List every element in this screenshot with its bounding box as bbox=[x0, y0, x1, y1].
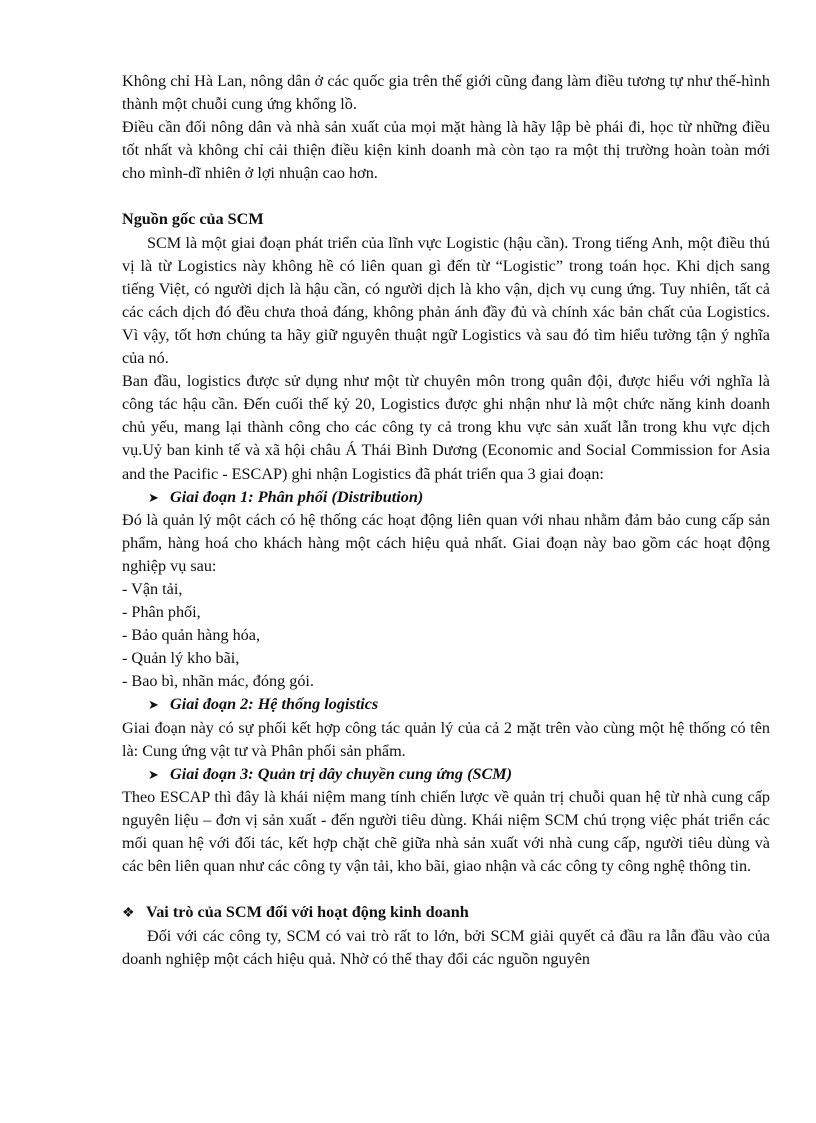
role-heading-text: Vai trò của SCM đối với hoạt động kinh doanh bbox=[146, 903, 469, 922]
stage-2-description: Giai đoạn này có sự phối kết hợp công tác quản lý của cả 2 mặt trên vào cùng một hệ thống có tên là: Cung ứng vật tư và Phân phối sản phẩm. bbox=[122, 718, 770, 760]
origin-paragraph-2: Ban đầu, logistics được sử dụng như một từ chuyên môn trong quân đội, được hiểu với nghĩa là công tác hậu cần. Đến cuối thế kỷ 20, Logistics được ghi nhận như là một chức năng kinh doanh chủ yếu, mang lại thành công cho các công ty cả trong khu vực sản xuất lẫn trong khu vực dịch vụ.Uỷ ban kinh tế và xã hội châu Á Thái Bình Dương (Economic and Social Commission for Asia and the Pacific - ESCAP) ghi nhận Logistics đã phát triển qua 3 giai đoạn: bbox=[122, 372, 770, 483]
document-page bbox=[122, 70, 770, 971]
list-item: - Bao bì, nhãn mác, đóng gói. bbox=[122, 672, 314, 691]
stage-1-description: Đó là quản lý một cách có hệ thống các hoạt động liên quan với nhau nhằm đảm bảo cung cấp sản phẩm, hàng hoá cho khách hàng một cách hiệu quả nhất. Giai đoạn này bao gồm các hoạt động nghiệp vụ sau: bbox=[122, 510, 770, 575]
intro-paragraph-2: Điều cần đối nông dân và nhà sản xuất của mọi mặt hàng là hãy lập bè phái đi, học từ những điều tốt nhất và không chỉ cải thiện điều kiện kinh doanh mà còn tạo ra một thị trường hoàn toàn mới cho mình-dĩ nhiên ở lợi nhuận cao hơn. bbox=[122, 118, 770, 183]
intro-paragraph-1: Không chỉ Hà Lan, nông dân ở các quốc gia trên thế giới cũng đang làm điều tương tự như thế-hình thành một chuỗi cung ứng khổng lồ. bbox=[122, 72, 770, 114]
arrow-bullet-icon: ➤ bbox=[148, 489, 159, 505]
stage-3-description: Theo ESCAP thì đây là khái niệm mang tính chiến lược về quản trị chuỗi quan hệ từ nhà cung cấp nguyên liệu – đơn vị sản xuất - đến người tiêu dùng. Khái niệm SCM chú trọng việc phát triển các mối quan hệ với đối tác, kết hợp chặt chẽ giữa nhà sản xuất với nhà cung cấp, người tiêu dùng và các bên liên quan như các công ty vận tải, kho bãi, giao nhận và các công ty công nghệ thông tin. bbox=[122, 787, 770, 876]
origin-paragraph-1: SCM là một giai đoạn phát triển của lĩnh vực Logistic (hậu cần). Trong tiếng Anh, một điều thú vị là từ Logistics này không hề có liên quan gì đến từ “Logistic” trong toán học. Khi dịch sang tiếng Việt, có người dịch là hậu cần, có người dịch là kho vận, dịch vụ cung ứng. Tuy nhiên, tất cả các cách dịch đó đều chưa thoả đáng, không phản ánh đầy đủ và chính xác bản chất của Logistics. Vì vậy, tốt hơn chúng ta hãy giữ nguyên thuật ngữ Logistics và sau đó tìm hiểu tường tận ý nghĩa của nó. bbox=[122, 233, 770, 368]
spacer bbox=[122, 878, 770, 901]
list-item: - Vận tải, bbox=[122, 579, 183, 598]
role-paragraph-1: Đối với các công ty, SCM có vai trò rất to lớn, bởi SCM giải quyết cả đầu ra lẫn đầu vào của doanh nghiệp một cách hiệu quả. Nhờ có thể thay đổi các nguồn nguyên bbox=[122, 927, 770, 969]
stage-1-heading bbox=[122, 486, 770, 509]
stage-3-title: Giai đoạn 3: Quản trị dây chuyền cung ứng (SCM) bbox=[170, 764, 513, 783]
arrow-bullet-icon: ➤ bbox=[148, 697, 159, 713]
stage-2-title: Giai đoạn 2: Hệ thống logistics bbox=[170, 695, 379, 714]
diamond-bullet-icon: ❖ bbox=[122, 906, 135, 922]
stage-2-heading bbox=[122, 693, 770, 716]
stage-3-heading bbox=[122, 763, 770, 786]
list-item: - Quản lý kho bãi, bbox=[122, 649, 240, 668]
section-heading-origin: Nguồn gốc của SCM bbox=[122, 210, 264, 229]
list-item: - Bảo quản hàng hóa, bbox=[122, 626, 261, 645]
arrow-bullet-icon: ➤ bbox=[148, 766, 159, 782]
spacer bbox=[122, 185, 770, 208]
stage-1-title: Giai đoạn 1: Phân phối (Distribution) bbox=[170, 487, 424, 506]
section-heading-role bbox=[122, 901, 770, 925]
list-item: - Phân phối, bbox=[122, 603, 201, 622]
